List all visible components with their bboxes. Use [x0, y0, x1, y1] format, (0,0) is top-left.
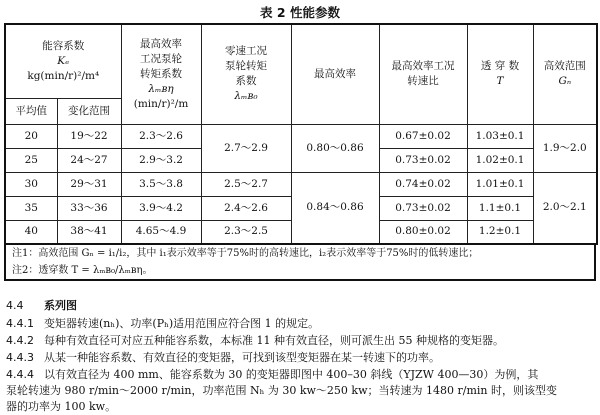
- torque-max-cell: 2.3～2.6: [121, 124, 201, 148]
- torque-zero-sym: λₘʙ₀: [234, 90, 258, 103]
- section-text: 器的功率为 100 kw。: [6, 400, 117, 413]
- section-4-4: [6, 298, 77, 313]
- capacity-header: [5, 24, 121, 98]
- capacity-unit: kg(min/r)²/m⁴: [27, 69, 100, 82]
- section-number: 4.4: [6, 299, 24, 312]
- section-4-4-4: [6, 367, 538, 382]
- section-title: 系列图: [44, 299, 77, 312]
- speed-ratio-header: [379, 24, 467, 124]
- torque-zero-l3: 系数: [235, 75, 257, 88]
- section-4-4-4-cont2: [6, 399, 116, 414]
- high-eff-sym: Gₙ: [558, 75, 572, 88]
- torque-max-cell: 3.9～4.2: [121, 196, 201, 220]
- transmission-cell: 1.2±0.1: [467, 220, 533, 244]
- performance-table-wrapper: [4, 23, 596, 281]
- transmission-cell: 1.03±0.1: [467, 124, 533, 148]
- max-eff-cell: 0.80～0.86: [291, 124, 379, 172]
- avg-header: 平均值: [5, 98, 57, 124]
- section-text: 泵轮转速为 980 r/min～2000 r/min，功率范围 Nₕ 为 30 kw～250 kw；当转速为 1480 r/min 时，则该型变: [6, 384, 557, 397]
- torque-zero-l2: 泵轮转矩: [225, 60, 268, 73]
- avg-cell: 30: [5, 172, 57, 196]
- range-cell: 38～41: [57, 220, 121, 244]
- torque-max-unit: (min/r)²/m: [133, 97, 189, 110]
- high-eff-cell: 1.9～2.0: [533, 124, 597, 172]
- torque-max-cell: 2.9～3.2: [121, 148, 201, 172]
- table-caption: 表 2 性能参数: [260, 5, 340, 20]
- section-4-4-1: [6, 316, 319, 331]
- capacity-symbol: Kₑ: [57, 54, 70, 67]
- range-cell: 24～27: [57, 148, 121, 172]
- torque-zero-cell: 2.7～2.9: [201, 124, 291, 172]
- section-number: 4.4.1: [6, 317, 34, 330]
- speed-ratio-cell: 0.73±0.02: [379, 196, 467, 220]
- speed-ratio-cell: 0.67±0.02: [379, 124, 467, 148]
- torque-zero-l1: 零速工况: [225, 45, 268, 58]
- torque-zero-cell: 2.4～2.6: [201, 196, 291, 220]
- speed-ratio-cell: 0.80±0.02: [379, 220, 467, 244]
- avg-cell: 20: [5, 124, 57, 148]
- header-row-1: [5, 24, 597, 98]
- section-4-4-2: [6, 333, 504, 348]
- torque-zero-cell: 2.3～2.5: [201, 220, 291, 244]
- section-text: 从某一种能容系数、有效直径的变矩器，可找到该型变矩器在某一转速下的功率。: [44, 351, 440, 364]
- section-number: 4.4.3: [6, 351, 34, 364]
- high-eff-l1: 高效范围: [543, 60, 586, 73]
- table-row: [5, 172, 597, 196]
- torque-max-l3: 转矩系数: [140, 67, 183, 80]
- speed-ratio-l1: 最高效率工况: [391, 60, 455, 73]
- range-cell: 19～22: [57, 124, 121, 148]
- speed-ratio-cell: 0.74±0.02: [379, 172, 467, 196]
- section-text: 变矩器转速(nₕ)、功率(Pₕ)适用范围应符合图 1 的规定。: [44, 317, 320, 330]
- transmission-cell: 1.02±0.1: [467, 148, 533, 172]
- table-row: [5, 124, 597, 148]
- transmission-sym: T: [496, 75, 504, 88]
- torque-max-cell: 3.5～3.8: [121, 172, 201, 196]
- performance-table: [4, 23, 598, 245]
- transmission-header: [467, 24, 533, 124]
- avg-cell: 35: [5, 196, 57, 220]
- high-eff-range-header: [533, 24, 597, 124]
- avg-cell: 25: [5, 148, 57, 172]
- transmission-l1: 透 穿 数: [480, 60, 520, 73]
- torque-zero-header: [201, 24, 291, 124]
- max-eff-cell: 0.84～0.86: [291, 172, 379, 244]
- high-eff-cell: 2.0～2.1: [533, 172, 597, 244]
- transmission-cell: 1.1±0.1: [467, 196, 533, 220]
- section-4-4-3: [6, 350, 440, 365]
- transmission-cell: 1.01±0.1: [467, 172, 533, 196]
- section-number: 4.4.2: [6, 334, 34, 347]
- max-eff-header: 最高效率: [291, 24, 379, 124]
- section-text: 每种有效直径可对应五种能容系数，本标准 11 种有效直径，则可派生出 55 种规格的变矩器。: [44, 334, 504, 347]
- capacity-title: 能容系数: [42, 39, 85, 52]
- range-cell: 29～31: [57, 172, 121, 196]
- torque-zero-cell: 2.5～2.7: [201, 172, 291, 196]
- section-text: 以有效直径为 400 mm、能容系数为 30 的变矩器即图中 400–30 斜线（YJZW 400—30）为例，其: [44, 368, 539, 381]
- torque-max-sym: λₘʙη: [148, 82, 174, 95]
- section-4-4-4-cont1: [6, 383, 557, 398]
- table-notes: [4, 245, 596, 281]
- note-2: 注2：透穿数 T = λₘʙ₀/λₘʙη。: [12, 265, 153, 276]
- avg-cell: 40: [5, 220, 57, 244]
- speed-ratio-l2: 转速比: [407, 75, 439, 88]
- note-1: 注1：高效范围 Gₙ = i₁/i₂，其中 i₁表示效率等于75%时的高转速比，i₂表示效率等于75%时的低转速比；: [12, 248, 479, 259]
- speed-ratio-cell: 0.73±0.02: [379, 148, 467, 172]
- torque-max-header: [121, 24, 201, 124]
- range-cell: 33～36: [57, 196, 121, 220]
- torque-max-cell: 4.65～4.9: [121, 220, 201, 244]
- range-header: 变化范围: [57, 98, 121, 124]
- torque-max-l2: 工况泵轮: [140, 52, 183, 65]
- torque-max-l1: 最高效率: [140, 37, 183, 50]
- section-number: 4.4.4: [6, 368, 34, 381]
